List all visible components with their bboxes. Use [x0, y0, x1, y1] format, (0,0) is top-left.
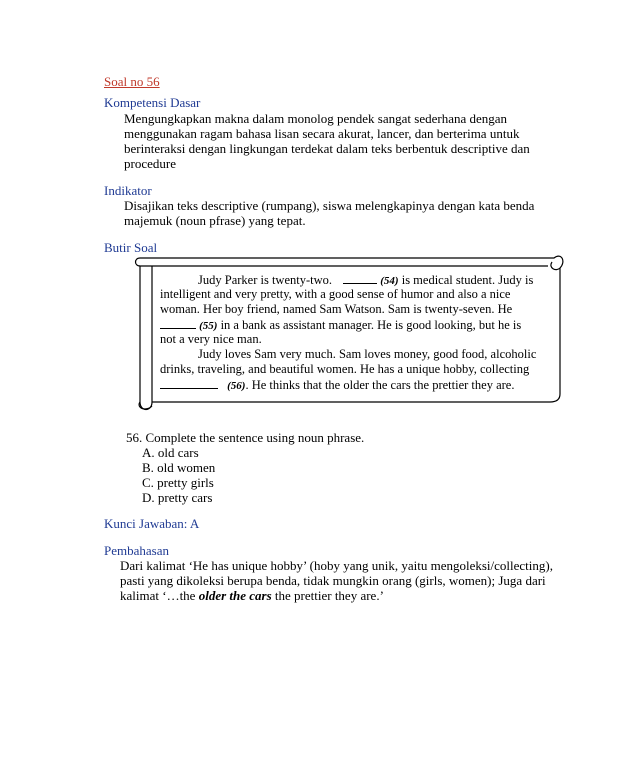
- answer-key: Kunci Jawaban: A: [104, 516, 200, 531]
- question-prompt: 56. Complete the sentence using noun phrase.: [126, 430, 365, 445]
- option-d: D. pretty cars: [142, 490, 213, 505]
- kompetensi-line: menggunakan ragam bahasa lisan secara akurat, lancer, dan berterima untuk: [124, 126, 520, 141]
- passage-line: not a very nice man.: [160, 332, 262, 346]
- passage-text: Judy Parker is twenty-two.: [198, 273, 333, 287]
- passage-line: woman. Her boy friend, named Sam Watson. Sam is twenty-seven. He: [160, 302, 513, 316]
- soal-title: Soal no 56: [104, 74, 160, 89]
- indikator-line: majemuk (noun pfrase) yang tepat.: [124, 213, 306, 228]
- number-55: (55): [199, 320, 218, 332]
- number-56: (56): [227, 380, 246, 392]
- option-a: A. old cars: [142, 445, 199, 460]
- passage-line: drinks, traveling, and beautiful women. He has a unique hobby, collecting: [160, 362, 530, 376]
- blank-55: [160, 317, 196, 329]
- blank-54: [343, 272, 377, 284]
- option-c: C. pretty girls: [142, 475, 214, 490]
- butir-heading: Butir Soal: [104, 240, 158, 255]
- indikator-heading: Indikator: [104, 183, 152, 198]
- number-54: (54): [380, 275, 399, 287]
- kompetensi-heading: Kompetensi Dasar: [104, 95, 201, 110]
- kompetensi-line: procedure: [124, 156, 176, 171]
- pembahasan-text: the prettier they are.’: [271, 588, 384, 603]
- kompetensi-line: Mengungkapkan makna dalam monolog pendek sangat sederhana dengan: [124, 111, 508, 126]
- passage-text: is medical student. Judy is: [401, 273, 534, 287]
- passage-line: intelligent and very pretty, with a good sense of humor and also a nice: [160, 287, 511, 301]
- pembahasan-line: pasti yang dikoleksi berupa benda, tidak mungkin orang (girls, women); Juga dari: [120, 573, 546, 588]
- passage-text: . He thinks that the older the cars the prettier they are.: [245, 378, 515, 392]
- pembahasan-heading: Pembahasan: [104, 543, 169, 558]
- option-b: B. old women: [142, 460, 216, 475]
- pembahasan-text: kalimat ‘…the: [120, 588, 199, 603]
- indikator-line: Disajikan teks descriptive (rumpang), siswa melengkapinya dengan kata benda: [124, 198, 535, 213]
- passage-text: in a bank as assistant manager. He is good looking, but he is: [220, 318, 522, 332]
- passage-line: Judy loves Sam very much. Sam loves money, good food, alcoholic: [198, 347, 537, 361]
- kompetensi-line: berinteraksi dengan lingkungan terdekat dalam teks berbentuk descriptive dan: [124, 141, 530, 156]
- passage-line: [160, 377, 514, 394]
- blank-56: [160, 377, 218, 389]
- pembahasan-line: Dari kalimat ‘He has unique hobby’ (hoby yang unik, yaitu mengoleksi/collecting),: [120, 558, 553, 573]
- pembahasan-emphasis: older the cars: [198, 588, 272, 603]
- pembahasan-line: [120, 588, 384, 603]
